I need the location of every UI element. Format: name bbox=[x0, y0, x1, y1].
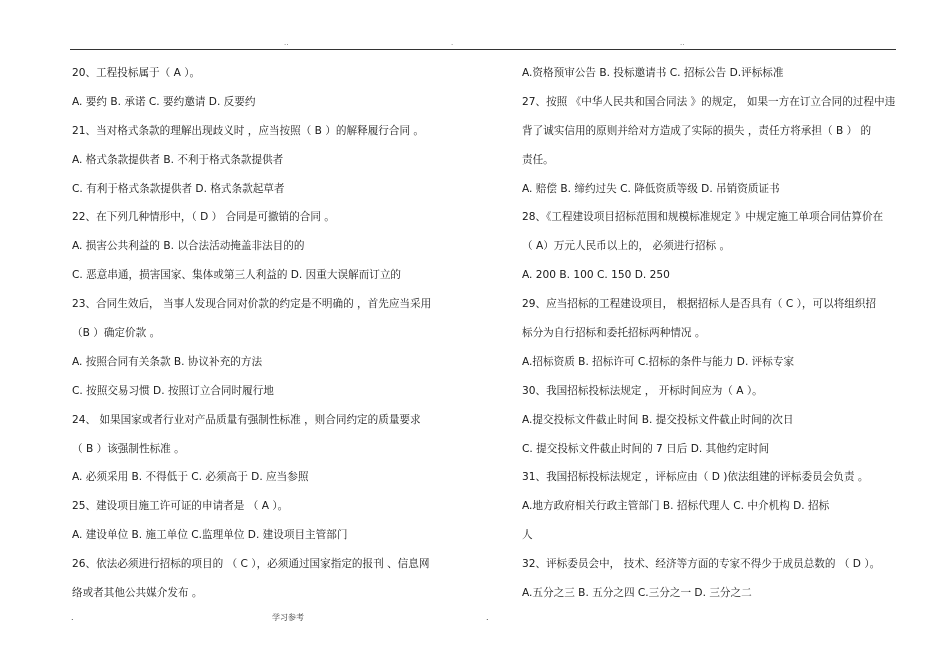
text-line: A.招标资质 B. 招标许可 C.招标的条件与能力 D. 评标专家 bbox=[522, 355, 795, 368]
header-dot-mid: . bbox=[451, 39, 454, 47]
header-dot-right: .. bbox=[680, 39, 685, 47]
text-line: 络或者其他公共媒介发布 。 bbox=[72, 587, 203, 600]
text-line: 27、按照 《中华人民共和国合同法 》的规定， 如果一方在订立合同的过程中违 bbox=[522, 95, 896, 108]
left-column bbox=[72, 59, 460, 608]
text-line: A.五分之三 B. 五分之四 C.三分之一 D. 三分之二 bbox=[522, 587, 752, 600]
text-line: 20、工程投标属于（ A ）。 bbox=[72, 67, 201, 79]
text-line: C. 按照交易习惯 D. 按照订立合同时履行地 bbox=[72, 384, 274, 397]
text-line: C. 恶意串通，损害国家、集体或第三人利益的 D. 因重大误解而订立的 bbox=[72, 269, 402, 282]
text-line: 人 bbox=[522, 529, 533, 542]
footer-dot-left: . bbox=[71, 613, 74, 622]
text-line: 22、在下列几种情形中，（ D ） 合同是可撤销的合同 。 bbox=[72, 211, 335, 224]
text-line: A. 建设单位 B. 施工单位 C.监理单位 D. 建设项目主管部门 bbox=[72, 529, 348, 542]
text-line: A. 200 B. 100 C. 150 D. 250 bbox=[522, 269, 670, 282]
footer-dot-right: . bbox=[486, 613, 489, 622]
text-line: 24、 如果国家或者行业对产品质量有强制性标准 ，则合同约定的质量要求 bbox=[72, 413, 421, 426]
text-line: A.地方政府相关行政主管部门 B. 招标代理人 C. 中介机构 D. 招标 bbox=[522, 500, 830, 513]
text-line: 责任。 bbox=[522, 153, 554, 166]
text-line: 23、合同生效后， 当事人发现合同对价款的约定是不明确的 ，首先应当采用 bbox=[72, 298, 432, 311]
text-line: 31、我国招标投标法规定 ，评标应由（ D )依法组建的评标委员会负责 。 bbox=[522, 471, 869, 484]
text-line: 标分为自行招标和委托招标两种情况 。 bbox=[522, 327, 706, 340]
text-line: A. 必须采用 B. 不得低于 C. 必须高于 D. 应当参照 bbox=[72, 471, 309, 484]
text-line: 29、应当招标的工程建设项目， 根据招标人是否具有（ C ），可以将组织招 bbox=[522, 298, 877, 311]
text-line: 25、建设项目施工许可证的申请者是 （ A ）。 bbox=[72, 500, 289, 513]
header-rule bbox=[70, 49, 896, 50]
text-line: 32、评标委员会中， 技术、经济等方面的专家不得少于成员总数的 （ D ）。 bbox=[522, 558, 881, 571]
text-line: 26、依法必须进行招标的项目的 （ C ），必须通过国家指定的报刊 、信息网 bbox=[72, 558, 430, 571]
text-line: （ A）万元人民币以上的， 必须进行招标 。 bbox=[522, 240, 731, 253]
text-line: 21、当对格式条款的理解出现歧义时 ，应当按照（ B ）的解释履行合同 。 bbox=[72, 124, 425, 137]
footer-text: 学习参考 bbox=[272, 613, 304, 622]
text-line: A.资格预审公告 B. 投标邀请书 C. 招标公告 D.评标标准 bbox=[522, 67, 784, 79]
text-line: A. 赔偿 B. 缔约过失 C. 降低资质等级 D. 吊销资质证书 bbox=[522, 182, 780, 195]
text-line: 30、我国招标投标法规定 ， 开标时间应为（ A ）。 bbox=[522, 384, 763, 397]
text-line: A. 损害公共利益的 B. 以合法活动掩盖非法目的的 bbox=[72, 240, 305, 253]
text-line: 背了诚实信用的原则并给对方造成了实际的损失 ，责任方将承担（ B ） 的 bbox=[522, 124, 872, 137]
text-line: 28、《工程建设项目招标范围和规模标准规定 》中规定施工单项合同估算价在 bbox=[522, 211, 884, 224]
text-line: A.提交投标文件截止时间 B. 提交投标文件截止时间的次日 bbox=[522, 413, 794, 426]
text-line: C. 提交投标文件截止时间的 7 日后 D. 其他约定时间 bbox=[522, 442, 770, 455]
text-line: A. 按照合同有关条款 B. 协议补充的方法 bbox=[72, 355, 263, 368]
right-column bbox=[522, 59, 900, 608]
text-line: （ B ）该强制性标准 。 bbox=[72, 442, 185, 455]
header-dot-left: .. bbox=[284, 39, 289, 47]
text-line: （B ）确定价款 。 bbox=[72, 327, 161, 340]
text-line: C. 有利于格式条款提供者 D. 格式条款起草者 bbox=[72, 182, 285, 195]
text-line: A. 要约 B. 承诺 C. 要约邀请 D. 反要约 bbox=[72, 95, 256, 108]
text-line: A. 格式条款提供者 B. 不利于格式条款提供者 bbox=[72, 153, 284, 166]
